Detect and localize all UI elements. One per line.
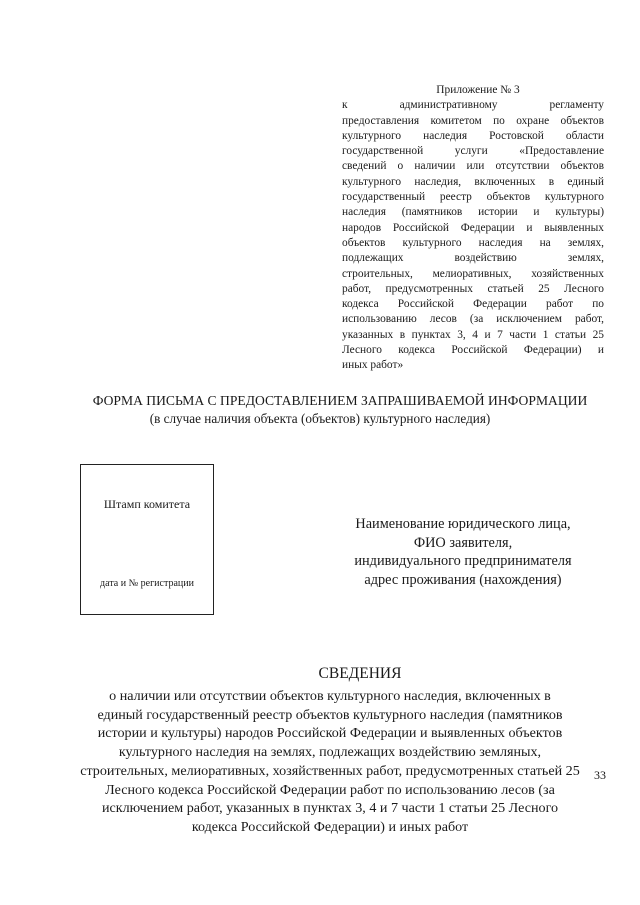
- appendix-line: подлежащих воздействию землях,: [342, 252, 604, 265]
- appendix-line: к административному регламенту: [342, 99, 604, 112]
- appendix-line: объектов культурного наследия на землях,: [342, 236, 604, 249]
- svedenia-line: истории и культуры) народов Российской Федерации и выявленных объектов: [97, 725, 563, 742]
- form-subtitle: (в случае наличия объекта (объектов) культурного наследия): [149, 411, 491, 426]
- svedenia-line: кодекса Российской Федерации) и иных работ: [191, 818, 469, 835]
- appendix-line: предоставления комитетом по охране объектов: [342, 114, 604, 127]
- recipient-block: [318, 515, 608, 589]
- appendix-line: кодекса Российской Федерации работ по: [342, 298, 604, 311]
- stamp-label: Штамп комитета: [103, 497, 191, 511]
- svedenia-line: единый государственный реестр объектов культурного наследия (памятников: [97, 706, 563, 723]
- recipient-line: адрес проживания (нахождения): [364, 571, 562, 588]
- svedenia-body: [60, 687, 600, 837]
- svedenia-line: культурного наследия на землях, подлежащих воздействию земляных,: [118, 744, 542, 761]
- page-number: 33: [594, 768, 606, 782]
- appendix-line: государственной услуги «Предоставление: [342, 145, 604, 158]
- appendix-line: культурного наследия Ростовской области: [342, 129, 604, 142]
- svedenia-line: исключением работ, указанных в пунктах 3, 4 и 7 части 1 статьи 25 Лесного: [101, 800, 559, 817]
- registration-date-label: дата и № регистрации: [100, 578, 194, 589]
- appendix-line: иных работ»: [342, 359, 404, 372]
- appendix-line: указанных в пунктах 3, 4 и 7 части 1 статьи 25: [342, 328, 604, 341]
- recipient-line: Наименование юридического лица,: [355, 516, 571, 532]
- appendix-line: наследия (памятников истории и культуры): [342, 206, 604, 219]
- appendix-header: [342, 83, 604, 374]
- appendix-line: сведений о наличии или отсутствии объектов: [342, 160, 604, 173]
- appendix-line: культурного наследия, включенных в единый: [342, 175, 604, 188]
- recipient-line: индивидуального предпринимателя: [354, 553, 572, 569]
- appendix-line: использованию лесов (за исключением работ,: [342, 313, 604, 326]
- form-title: ФОРМА ПИСЬМА С ПРЕДОСТАВЛЕНИЕМ ЗАПРАШИВАЕМОЙ ИНФОРМАЦИИ: [92, 393, 588, 408]
- svedenia-title: СВЕДЕНИЯ: [318, 665, 402, 682]
- recipient-line: ФИО заявителя,: [413, 534, 513, 551]
- svedenia-line: Лесного кодекса Российской Федерации работ по использованию лесов (за: [105, 781, 555, 798]
- svedenia-line: строительных, мелиоративных, хозяйственных работ, предусмотренных статьей 25: [80, 762, 580, 779]
- appendix-line: строительных, мелиоративных, хозяйственных: [342, 267, 604, 280]
- appendix-title: Приложение № 3: [436, 84, 520, 96]
- stamp-box: [80, 464, 214, 615]
- appendix-line: народов Российской Федерации и выявленных: [342, 221, 604, 234]
- appendix-line: работ, предусмотренных статьей 25 Лесного: [342, 282, 604, 295]
- appendix-line: государственный реестр объектов культурного: [342, 191, 604, 204]
- svedenia-line: о наличии или отсутствии объектов культурного наследия, включенных в: [109, 688, 551, 704]
- appendix-line: Лесного кодекса Российской Федерации) и: [342, 344, 604, 357]
